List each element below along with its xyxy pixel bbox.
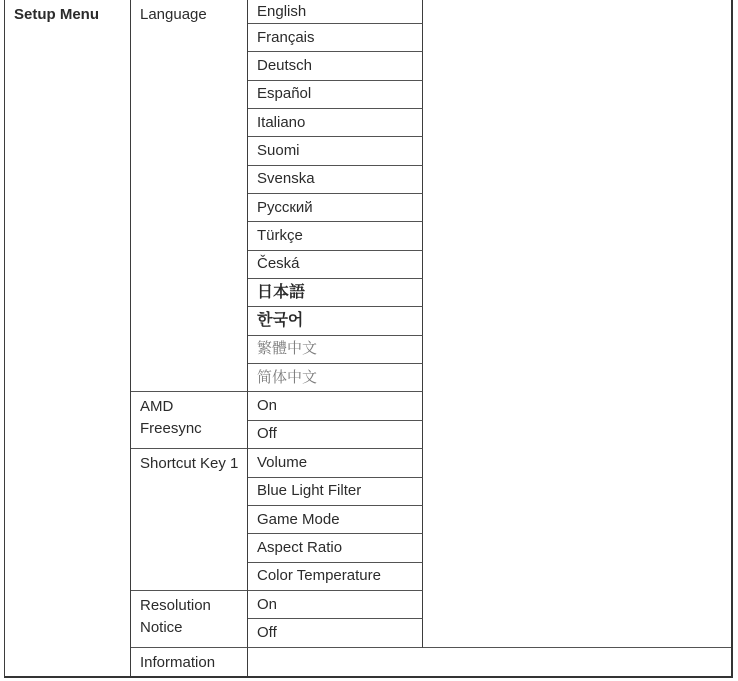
option-francais: Français: [248, 24, 423, 52]
submenu-label-language: Language: [131, 0, 248, 392]
option-japanese: 日本語: [248, 279, 423, 307]
option-english: English: [248, 0, 423, 24]
submenu-label-shortcut-key-1: Shortcut Key 1: [131, 449, 248, 591]
option-turkce: Türkçe: [248, 222, 423, 250]
option-simplified-chinese: 简体中文: [248, 364, 423, 392]
setup-menu-root-cell: Setup Menu: [5, 0, 131, 676]
option-russian: Русский: [248, 194, 423, 222]
option-deutsch: Deutsch: [248, 52, 423, 80]
empty-description-cell: [423, 0, 731, 648]
submenu-label-information: Information: [131, 648, 248, 676]
option-game-mode: Game Mode: [248, 506, 423, 534]
option-resolution-notice-off: Off: [248, 619, 423, 647]
option-ceska: Česká: [248, 251, 423, 279]
option-freesync-on: On: [248, 392, 423, 420]
option-resolution-notice-on: On: [248, 591, 423, 619]
option-aspect-ratio: Aspect Ratio: [248, 534, 423, 562]
option-suomi: Suomi: [248, 137, 423, 165]
option-color-temperature: Color Temperature: [248, 563, 423, 591]
option-traditional-chinese: 繁體中文: [248, 336, 423, 364]
option-espanol: Español: [248, 81, 423, 109]
option-korean: 한국어: [248, 307, 423, 335]
submenu-label-amd-freesync: AMD Freesync: [131, 392, 248, 449]
option-svenska: Svenska: [248, 166, 423, 194]
setup-menu-table: [4, 0, 733, 678]
option-italiano: Italiano: [248, 109, 423, 137]
option-blue-light-filter: Blue Light Filter: [248, 478, 423, 506]
option-volume: Volume: [248, 449, 423, 477]
information-value-cell: [248, 648, 731, 676]
option-freesync-off: Off: [248, 421, 423, 449]
submenu-label-resolution-notice: Resolution Notice: [131, 591, 248, 648]
